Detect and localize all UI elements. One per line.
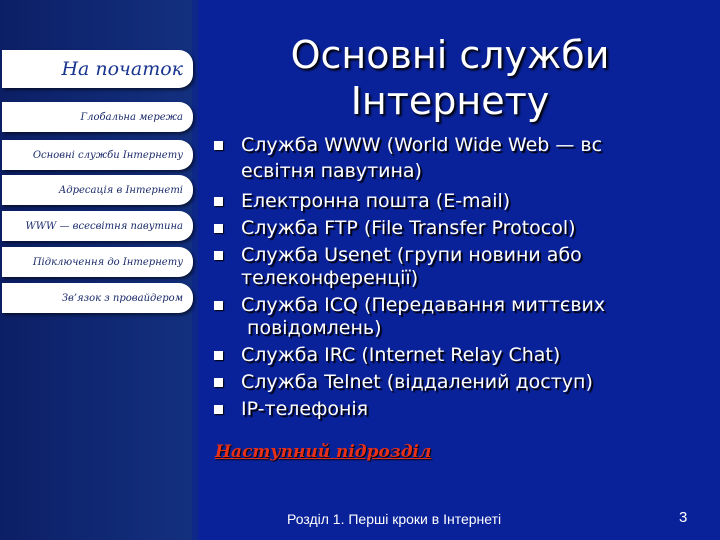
- square-bullet-icon: [214, 251, 223, 260]
- square-bullet-icon: [214, 405, 223, 414]
- list-item: Служба FTP (File Transfer Protocol): [212, 217, 712, 240]
- list-item: Служба Telnet (віддалений доступ): [212, 371, 712, 394]
- square-bullet-icon: [214, 141, 223, 150]
- square-bullet-icon: [214, 197, 223, 206]
- list-item: Служба Usenet (групи новини або телеконференції): [212, 244, 712, 290]
- page-number: 3: [679, 509, 688, 526]
- nav-item-provider[interactable]: Зв’язок з провайдером: [2, 283, 193, 313]
- list-item: Електронна пошта (E-mail): [212, 190, 712, 213]
- slide-title-line1: Основні служби: [290, 33, 610, 77]
- square-bullet-icon: [214, 301, 223, 310]
- list-item: Служба WWW (World Wide Web — вс есвітня павутина): [212, 134, 712, 185]
- list-item: IP-телефонія: [212, 398, 712, 421]
- slide-title-line2: Інтернету: [350, 79, 550, 123]
- next-section-link[interactable]: Наступний підрозділ: [215, 442, 432, 462]
- nav-item-internet-services[interactable]: Основні служби Інтернету: [2, 140, 193, 170]
- footer-text: Розділ 1. Перші кроки в Інтернеті: [287, 511, 502, 527]
- nav-item-www[interactable]: WWW — всесвітня павутина: [2, 211, 193, 241]
- nav-item-addressing[interactable]: Адресація в Інтернеті: [2, 175, 193, 205]
- nav-item-connection[interactable]: Підключення до Інтернету: [2, 247, 193, 277]
- square-bullet-icon: [214, 224, 223, 233]
- home-button[interactable]: На початок: [2, 50, 193, 88]
- services-list: [212, 134, 712, 421]
- list-item: Служба ICQ (Передавання миттєвих повідомлень): [212, 294, 712, 340]
- slide-title: [200, 32, 700, 124]
- square-bullet-icon: [214, 351, 223, 360]
- square-bullet-icon: [214, 378, 223, 387]
- nav-item-global-network[interactable]: Глобальна мережа: [2, 102, 193, 132]
- sidebar-divider: [192, 0, 198, 540]
- list-item: Служба IRC (Internet Relay Chat): [212, 344, 712, 367]
